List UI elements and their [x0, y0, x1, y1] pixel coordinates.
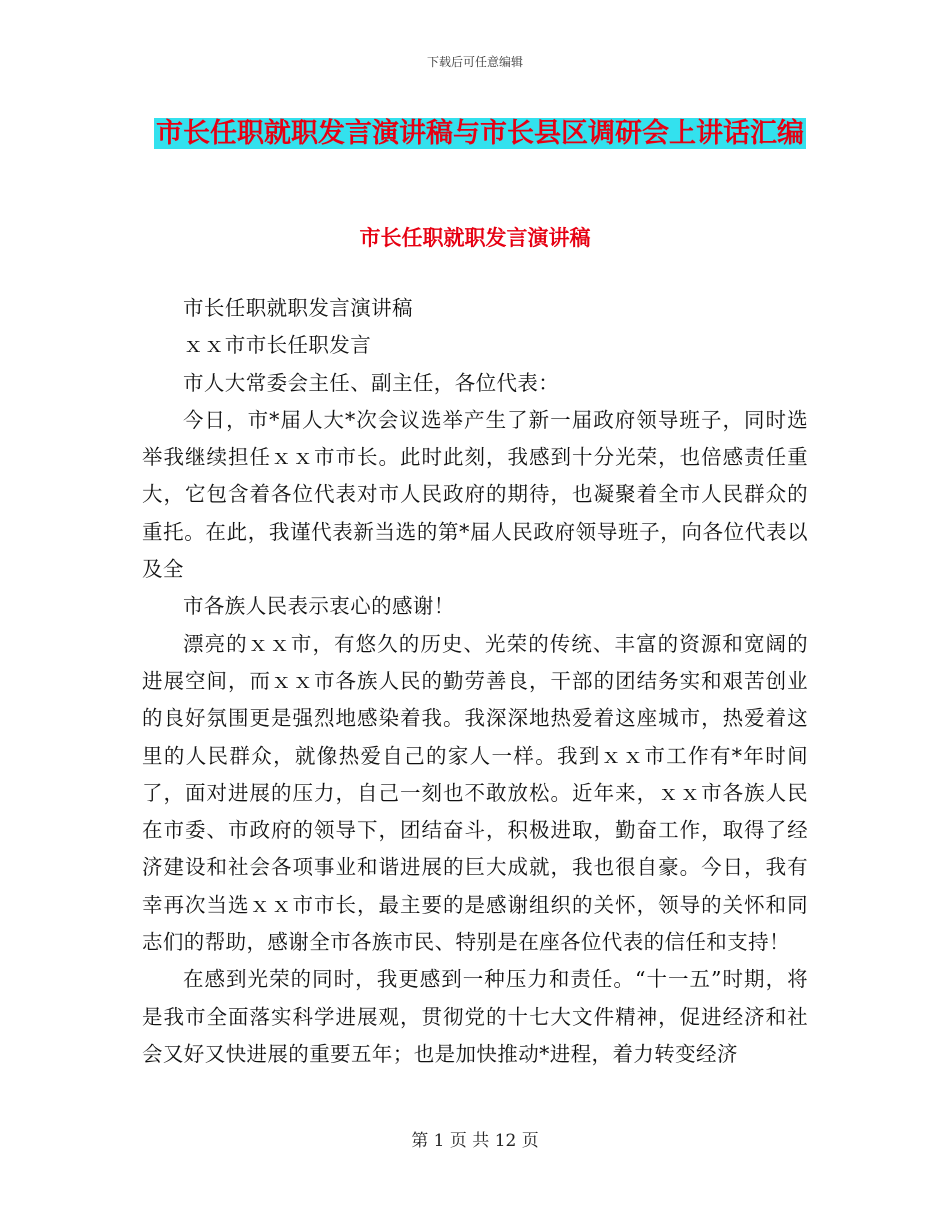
paragraph: 市长任职就职发言演讲稿	[183, 296, 413, 320]
document-body	[142, 290, 808, 1073]
paragraph: 在感到光荣的同时，我更感到一种压力和责任。“十一五”时期，将是我市全面落实科学进展观，贯彻党的十七大文件精神，促进经济和社会又好又快进展的重要五年；也是加快推动*进程，着力转变经济	[142, 967, 808, 1066]
paragraph: 市各族人民表示衷心的感谢！	[183, 594, 455, 619]
paragraph: 今日，市*届人大*次会议选举产生了新一届政府领导班子，同时选举我继续担任ｘｘ市市长。此时此刻，我感到十分光荣，也倍感责任重大，它包含着各位代表对市人民政府的期待，也凝聚着全市人民群众的重托。在此，我谨代表新当选的第*届人民政府领导班子，向各位代表以及全	[142, 407, 808, 582]
document-title	[140, 111, 820, 157]
paragraph: ｘｘ市市长任职发言	[183, 333, 372, 358]
paragraph: 漂亮的ｘｘ市，有悠久的历史、光荣的传统、丰富的资源和宽阔的进展空间，而ｘｘ市各族人民的勤劳善良，干部的团结务实和艰苦创业的良好氛围更是强烈地感染着我。我深深地热爱着这座城市，热爱着这里的人民群众，就像热爱自己的家人一样。我到ｘｘ市工作有*年时间了，面对进展的压力，自己一刻也不敢放松。近年来，ｘｘ市各族人民在市委、市政府的领导下，团结奋斗，积极进取，勤奋工作，取得了经济建设和社会各项事业和谐进展的巨大成就，我也很自豪。今日，我有幸再次当选ｘｘ市市长，最主要的是感谢组织的关怀，领导的关怀和同志们的帮助，感谢全市各族市民、特别是在座各位代表的信任和支持！	[142, 631, 808, 955]
page-header-note: 下载后可任意编辑	[426, 55, 523, 69]
document-title-text: 市长任职就职发言演讲稿与市长县区调研会上讲话汇编	[156, 118, 804, 149]
paragraph: 市人大常委会主任、副主任，各位代表：	[183, 370, 560, 395]
page-number-footer: 第 1 页 共 12 页	[411, 1131, 539, 1151]
section-title: 市长任职就职发言演讲稿	[359, 226, 591, 250]
